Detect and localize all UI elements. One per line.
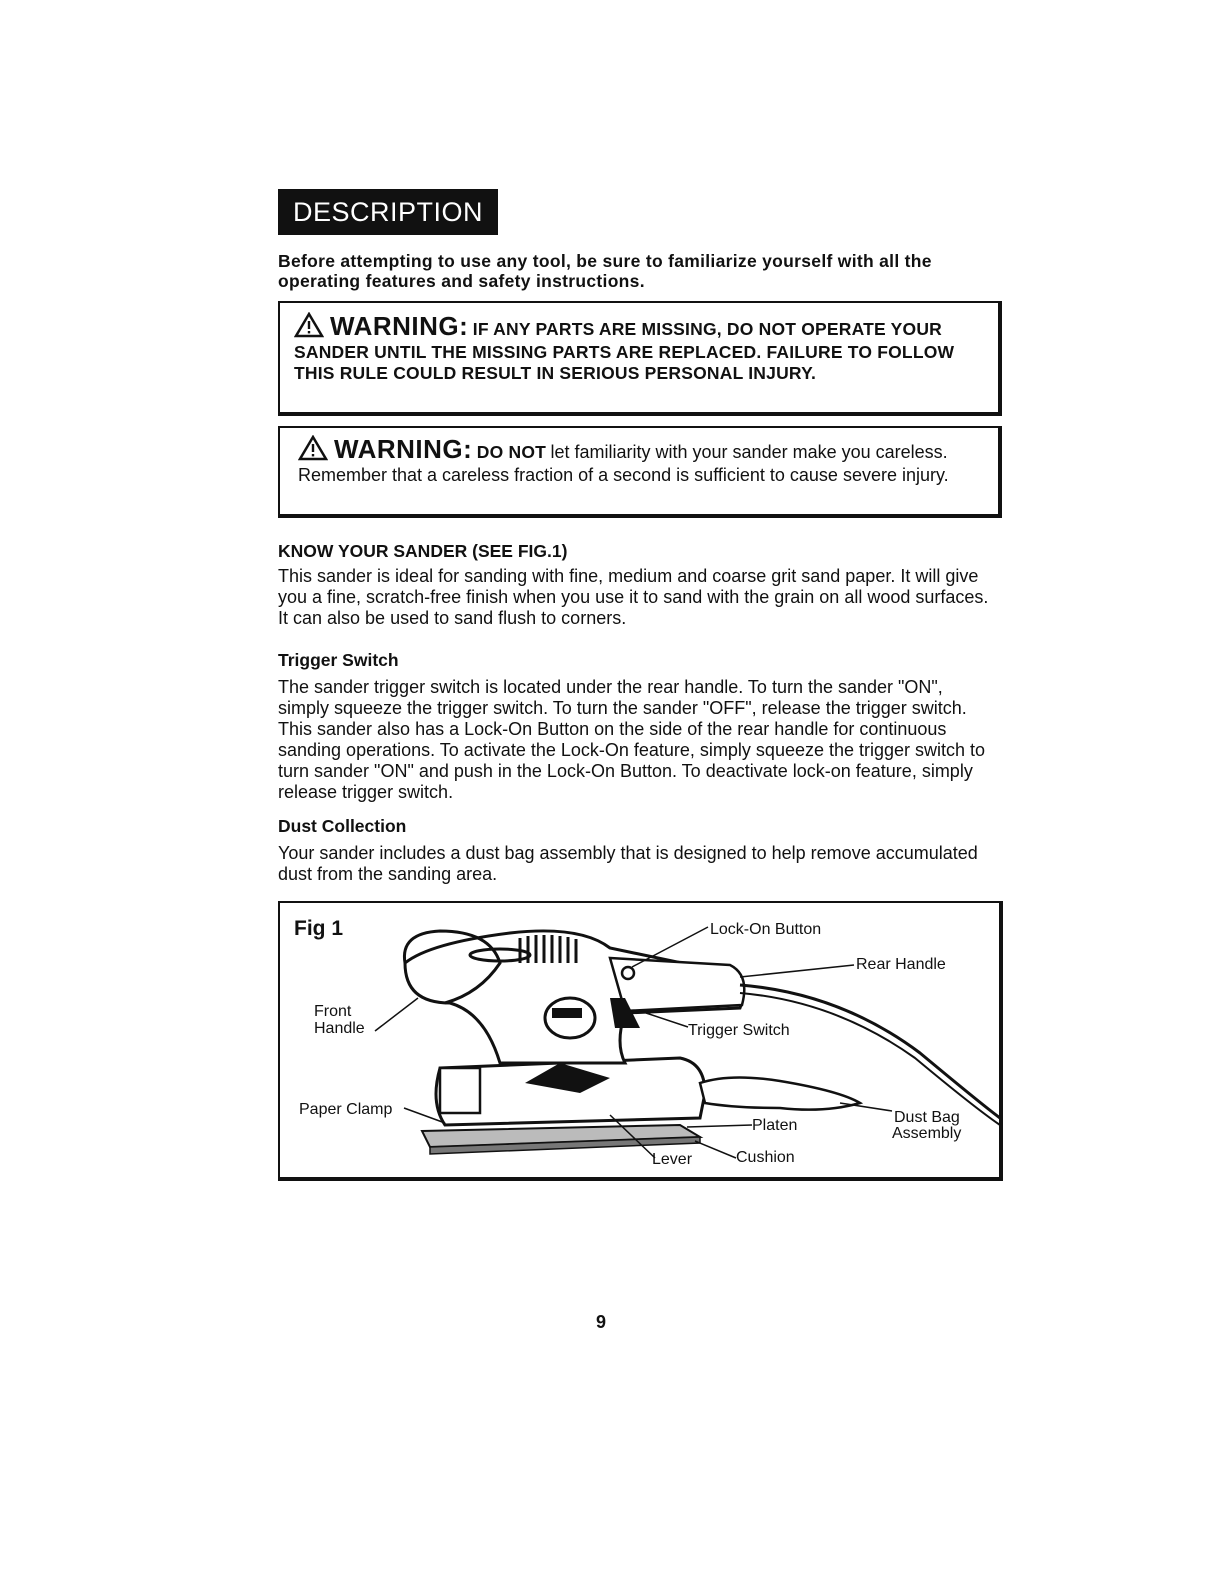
label-rear-handle: Rear Handle bbox=[856, 956, 946, 973]
know-your-sander-heading: KNOW YOUR SANDER (SEE FIG.1) bbox=[278, 541, 568, 561]
label-platen: Platen bbox=[752, 1117, 798, 1134]
intro-text: Before attempting to use any tool, be sure to familiarize yourself with all the operating features and safety instructions. bbox=[278, 251, 932, 291]
label-front-handle-line1: Front bbox=[314, 1003, 352, 1020]
label-dust-bag-line1: Dust Bag bbox=[894, 1109, 960, 1126]
label-paper-clamp: Paper Clamp bbox=[299, 1101, 393, 1118]
warning-triangle-icon bbox=[294, 312, 324, 338]
page-number: 9 bbox=[596, 1312, 607, 1332]
label-lock-on-button: Lock-On Button bbox=[710, 921, 822, 938]
section-title: DESCRIPTION bbox=[278, 189, 498, 235]
label-lever: Lever bbox=[652, 1151, 693, 1168]
label-trigger-switch: Trigger Switch bbox=[688, 1022, 790, 1039]
warning-triangle-icon bbox=[298, 435, 328, 461]
figure-1 bbox=[278, 901, 1003, 1181]
label-cushion: Cushion bbox=[736, 1149, 795, 1166]
label-dust-bag-line2: Assembly bbox=[892, 1125, 962, 1142]
know-your-sander-text: This sander is ideal for sanding with fine, medium and coarse grit sand paper. It will give you a fine, scratch-free finish when you use it to sand with the grain on all wood surfaces. It can also be used to sand flush to corners. bbox=[278, 566, 989, 628]
dust-collection-heading: Dust Collection bbox=[278, 816, 407, 836]
warning-label: WARNING: bbox=[334, 434, 473, 464]
trigger-switch-text: The sander trigger switch is located under the rear handle. To turn the sander "ON", simply squeeze the trigger switch. To turn the sander "OFF", release the trigger switch. This sander also has a Lock-On Button on the side of the rear handle for continuous sanding operations. To activate the Lock-On feature, simply squeeze the trigger switch to turn sander "ON" and push in the Lock-On Button. To deactivate lock-on feature, simply release trigger switch. bbox=[278, 677, 986, 802]
warning-label: WARNING: bbox=[330, 311, 469, 341]
warning-emphasis: DO NOT bbox=[476, 442, 547, 462]
trigger-switch-heading: Trigger Switch bbox=[278, 650, 399, 670]
figure-title: Fig 1 bbox=[294, 917, 344, 940]
warning-box-missing-parts bbox=[278, 301, 1002, 416]
warning-text: IF ANY PARTS ARE MISSING, DO NOT OPERATE YOUR SANDER UNTIL THE MISSING PARTS ARE REPLACED. FAILURE TO FOLLOW THIS RULE COULD RESULT IN SERIOUS PERSONAL INJURY. bbox=[294, 319, 955, 383]
label-front-handle-line2: Handle bbox=[314, 1020, 365, 1037]
dust-collection-text: Your sander includes a dust bag assembly that is designed to help remove accumulated dust from the sanding area. bbox=[278, 843, 978, 884]
warning-box-familiarity bbox=[278, 426, 1002, 518]
warning-text: let familiarity with your sander make you careless. Remember that a careless fraction of a second is sufficient to cause severe injury. bbox=[298, 442, 949, 485]
